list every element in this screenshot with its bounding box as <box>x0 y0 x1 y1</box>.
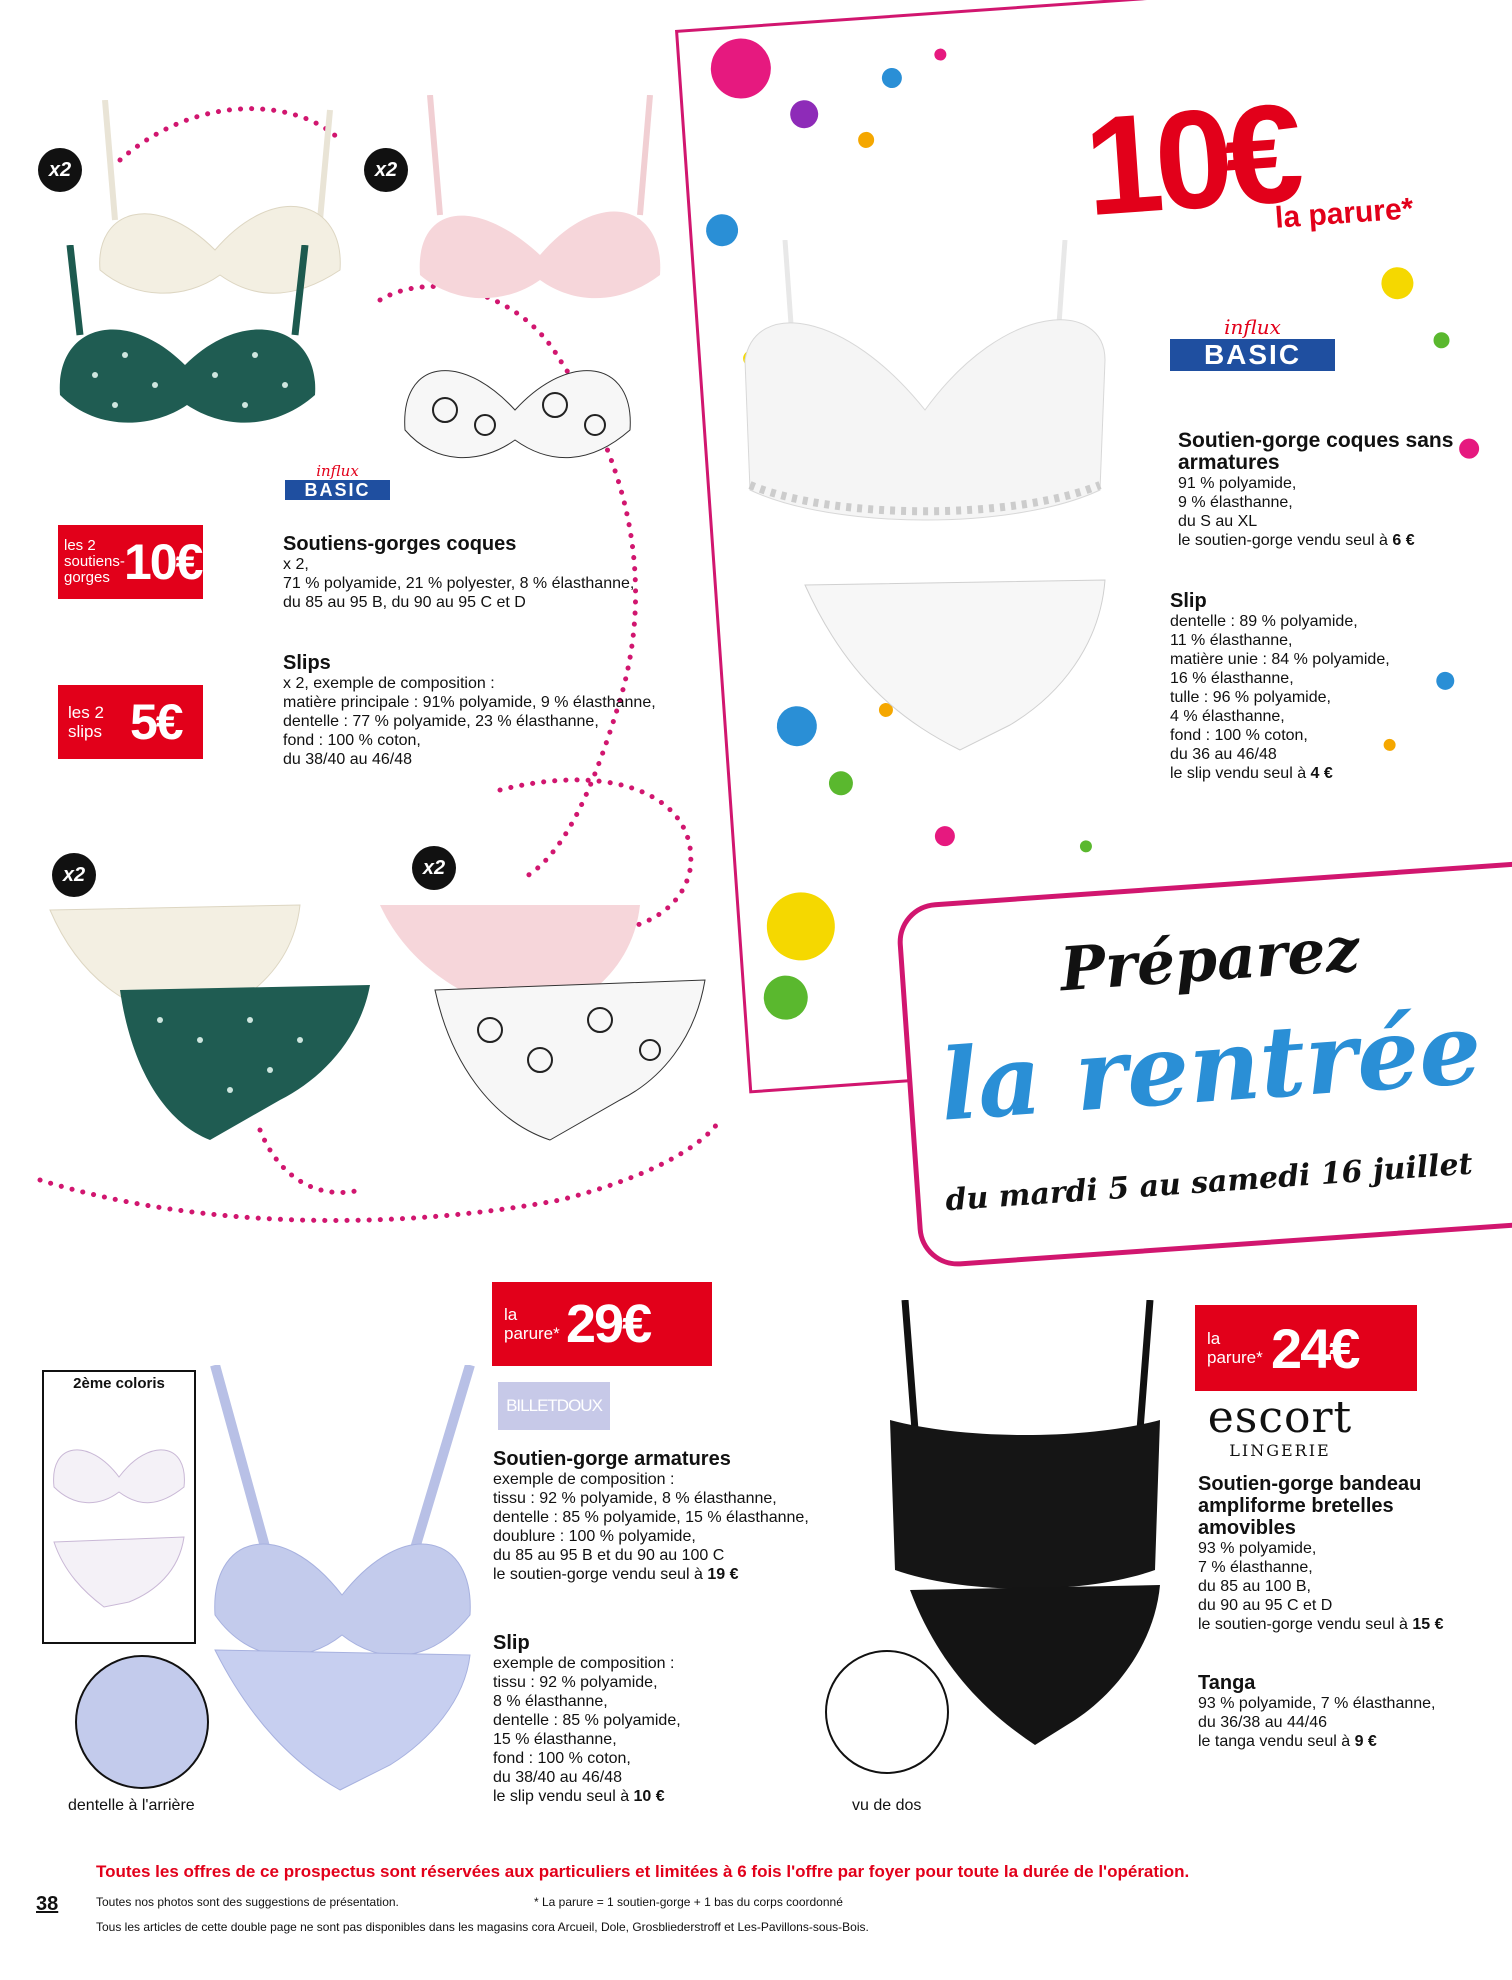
product-line: du 36 au 46/48 <box>1170 746 1277 763</box>
promo-line-2: la rentrée <box>936 991 1486 1144</box>
detail-circle-back <box>825 1650 949 1774</box>
product-line: 91 % polyamide, <box>1178 475 1297 492</box>
product-line: matière principale : 91% polyamide, 9 % élasthanne, <box>283 694 656 711</box>
single-price-line <box>493 1565 873 1584</box>
single-price-line <box>493 1787 793 1806</box>
price-badge-parure <box>1195 1305 1417 1391</box>
single-price-line <box>1178 531 1498 550</box>
single-price-value: 6 € <box>1392 532 1415 549</box>
brand-basic: BASIC <box>285 480 390 500</box>
single-price-prefix: le soutien-gorge vendu seul à <box>493 1566 708 1583</box>
badge-price: 24€ <box>1271 1316 1359 1380</box>
product-title: Soutien-gorge armatures <box>493 1448 731 1470</box>
brand-logo-influx-basic <box>1170 315 1335 371</box>
product-line: du 90 au 95 C et D <box>1198 1597 1333 1614</box>
badge-price: 5€ <box>130 694 182 750</box>
single-price-prefix: le soutien-gorge vendu seul à <box>1198 1616 1413 1633</box>
product-line: x 2, exemple de composition : <box>283 675 495 692</box>
product-info-bandeau-bra <box>1198 1473 1498 1634</box>
badge-price: 10€ <box>124 534 202 590</box>
main-price: 10€ <box>1079 73 1300 246</box>
product-line: du S au XL <box>1178 513 1258 530</box>
product-photo-floral-bra <box>395 290 635 470</box>
product-line: tissu : 92 % polyamide, 8 % élasthanne, <box>493 1490 777 1507</box>
brand-basic: BASIC <box>1170 339 1335 371</box>
product-line: 93 % polyamide, <box>1198 1540 1317 1557</box>
product-line: 15 % élasthanne, <box>493 1731 617 1748</box>
product-line: exemple de composition : <box>493 1655 675 1672</box>
product-line: 8 % élasthanne, <box>493 1693 608 1710</box>
product-title: Soutien-gorge bandeau ampliforme bretelles amovibles <box>1198 1473 1422 1539</box>
single-price-value: 4 € <box>1310 765 1333 782</box>
brand-script: influx <box>316 462 359 480</box>
brand-logo-influx-basic <box>285 462 390 500</box>
single-price-prefix: le soutien-gorge vendu seul à <box>1178 532 1393 549</box>
brand-name: escort <box>1207 1392 1353 1443</box>
product-photo-green-bra <box>55 245 320 445</box>
product-line: tulle : 96 % polyamide, <box>1170 689 1331 706</box>
product-line: du 38/40 au 46/48 <box>283 751 413 768</box>
product-photo-pink-bra <box>415 95 665 310</box>
product-line: tissu : 92 % polyamide, <box>493 1674 658 1691</box>
product-line: 93 % polyamide, 7 % élasthanne, <box>1198 1695 1436 1712</box>
product-line: 7 % élasthanne, <box>1198 1559 1313 1576</box>
single-price-value: 19 € <box>707 1566 739 1583</box>
product-line: doublure : 100 % polyamide, <box>493 1528 696 1545</box>
product-title: Soutien-gorge coques sans armatures <box>1178 429 1454 474</box>
promo-line-1: Préparez <box>1057 914 1362 1006</box>
product-line: du 85 au 95 B, du 90 au 95 C et D <box>283 594 526 611</box>
product-info-slips <box>283 652 703 769</box>
main-price-caption: la parure* <box>1273 192 1415 235</box>
product-title: Slip <box>1170 590 1207 612</box>
product-line: dentelle : 89 % polyamide, <box>1170 613 1358 630</box>
product-info-lace-slip <box>1170 590 1490 783</box>
product-line: dentelle : 77 % polyamide, 23 % élasthanne, <box>283 713 599 730</box>
product-line: dentelle : 85 % polyamide, <box>493 1712 681 1729</box>
product-photo-white-lace-bra <box>735 240 1115 530</box>
product-line: x 2, <box>283 556 309 573</box>
single-price-line <box>1198 1615 1498 1634</box>
footer-note: Tous les articles de cette double page ne sont pas disponibles dans les magasins cora Arcueil, Dole, Grosbliederstroff et Les-Pavillons-sous-Bois. <box>96 1920 869 1934</box>
product-photo-cream-green-slips <box>40 900 370 1160</box>
product-line: 4 % élasthanne, <box>1170 708 1285 725</box>
price-badge-bras <box>58 525 203 599</box>
product-line: exemple de composition : <box>493 1471 675 1488</box>
product-line: fond : 100 % coton, <box>493 1750 631 1767</box>
product-photo-black-bandeau-bra <box>885 1300 1165 1600</box>
second-color-label: 2ème coloris <box>73 1375 165 1392</box>
quantity-x2-badge: x2 <box>412 846 456 890</box>
product-line: du 85 au 100 B, <box>1198 1578 1311 1595</box>
detail-caption: dentelle à l'arrière <box>68 1797 195 1814</box>
product-line: fond : 100 % coton, <box>1170 727 1308 744</box>
quantity-x2-badge: x2 <box>52 853 96 897</box>
badge-price: 29€ <box>566 1294 651 1354</box>
single-price-line <box>1170 764 1490 783</box>
badge-label: la parure* <box>504 1305 560 1343</box>
brand-script: influx <box>1224 315 1281 339</box>
badge-label: la parure* <box>1207 1329 1263 1367</box>
product-line: matière unie : 84 % polyamide, <box>1170 651 1390 668</box>
second-color-box <box>42 1370 196 1644</box>
product-photo-lilac-bra <box>210 1365 475 1675</box>
product-title: Slip <box>493 1632 530 1654</box>
footer-headline: Toutes les offres de ce prospectus sont réservées aux particuliers et limitées à 6 fois l'offre par foyer pour toute la durée de l'opération. <box>96 1862 1190 1881</box>
product-line: du 36/38 au 44/46 <box>1198 1714 1328 1731</box>
product-info-underwire-bra <box>493 1448 873 1584</box>
detail-circle-back <box>75 1655 209 1789</box>
single-price-prefix: le tanga vendu seul à <box>1198 1733 1355 1750</box>
product-title: Tanga <box>1198 1672 1256 1694</box>
product-photo-white-lace-slip <box>800 575 1110 755</box>
product-photo-pink-floral-slips <box>380 900 710 1160</box>
product-line: 9 % élasthanne, <box>1178 494 1293 511</box>
single-price-value: 9 € <box>1354 1733 1377 1750</box>
brand-logo-billetdoux: BILLETDOUX <box>498 1382 610 1430</box>
price-badge-slips <box>58 685 203 759</box>
quantity-x2-badge: x2 <box>364 148 408 192</box>
single-price-line <box>1198 1732 1498 1751</box>
product-line: dentelle : 85 % polyamide, 15 % élasthanne, <box>493 1509 809 1526</box>
product-info-lilac-slip <box>493 1632 793 1806</box>
detail-caption: vu de dos <box>852 1797 922 1814</box>
product-line: 16 % élasthanne, <box>1170 670 1294 687</box>
brand-logo-escort <box>1195 1392 1365 1460</box>
product-line: du 38/40 au 46/48 <box>493 1769 623 1786</box>
product-title: Soutiens-gorges coques <box>283 533 517 555</box>
footer-note: Toutes nos photos sont des suggestions de présentation. <box>96 1895 399 1909</box>
footer-note: * La parure = 1 soutien-gorge + 1 bas du corps coordonné <box>534 1895 843 1909</box>
single-price-value: 15 € <box>1412 1616 1444 1633</box>
promo-dates: du mardi 5 au samedi 16 juillet <box>944 1146 1474 1219</box>
product-info-bras <box>283 533 703 612</box>
price-badge-parure <box>492 1282 712 1366</box>
product-info-lace-bra <box>1178 430 1498 550</box>
product-line: 11 % élasthanne, <box>1170 632 1293 649</box>
single-price-prefix: le slip vendu seul à <box>1170 765 1311 782</box>
product-photo-lilac-slip <box>210 1640 475 1800</box>
single-price-value: 10 € <box>633 1788 665 1805</box>
product-line: du 85 au 95 B et du 90 au 100 C <box>493 1547 725 1564</box>
single-price-prefix: le slip vendu seul à <box>493 1788 634 1805</box>
brand-sub: LINGERIE <box>1229 1441 1331 1460</box>
product-line: 71 % polyamide, 21 % polyester, 8 % élasthanne, <box>283 575 635 592</box>
product-photo-second-color <box>44 1392 194 1632</box>
quantity-x2-badge: x2 <box>38 148 82 192</box>
badge-label: les 2 slips <box>68 703 104 741</box>
product-info-tanga <box>1198 1672 1498 1751</box>
badge-label: les 2 soutiens-gorges <box>64 537 125 586</box>
page-number: 38 <box>36 1893 59 1915</box>
product-line: fond : 100 % coton, <box>283 732 421 749</box>
product-title: Slips <box>283 652 331 674</box>
